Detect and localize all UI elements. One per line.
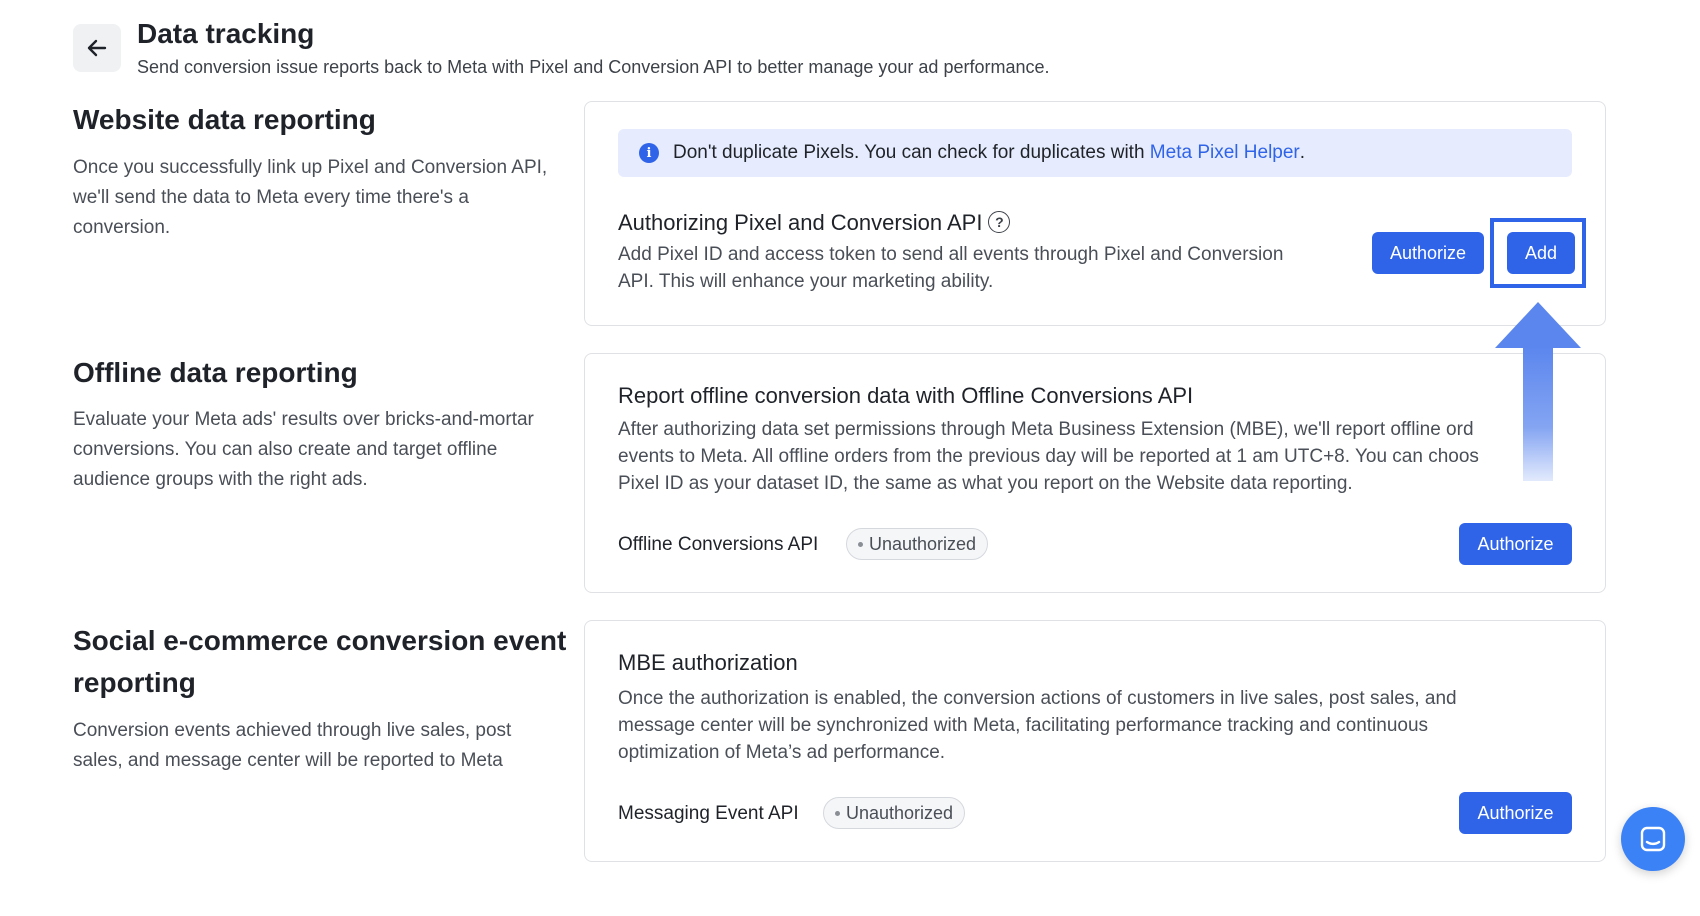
status-dot bbox=[858, 542, 863, 547]
back-button[interactable] bbox=[73, 24, 121, 72]
website-card bbox=[584, 101, 1606, 326]
title-line: Social e-commerce conversion event bbox=[73, 625, 567, 656]
duplicate-pixels-banner bbox=[618, 129, 1572, 177]
offline-card bbox=[584, 353, 1606, 593]
desc-line: message center will be synchronized with Meta, facilitating performance tracking and continuous bbox=[618, 715, 1429, 736]
desc-line: API. This will enhance your marketing ability. bbox=[618, 271, 994, 292]
page-subtitle: Send conversion issue reports back to Meta with Pixel and Conversion API to better manage your ad performance. bbox=[137, 57, 1050, 77]
authorizing-pixel-description bbox=[618, 241, 1283, 295]
offline-conversions-api-label: Offline Conversions API bbox=[618, 534, 819, 555]
arrow-left-icon bbox=[85, 36, 109, 60]
desc-line: After authorizing data set permissions through Meta Business Extension (MBE), we'll report offline ord bbox=[618, 419, 1474, 440]
desc-line: events to Meta. All offline orders from the previous day will be reported at 1 am UTC+8. You can choos bbox=[618, 446, 1479, 467]
authorizing-pixel-title-text: Authorizing Pixel and Conversion API bbox=[618, 210, 983, 235]
authorize-pixel-button[interactable]: Authorize bbox=[1372, 232, 1484, 274]
add-pixel-button[interactable]: Add bbox=[1507, 232, 1575, 274]
status-text: Unauthorized bbox=[869, 533, 977, 554]
status-badge bbox=[846, 528, 988, 560]
desc-line: Add Pixel ID and access token to send all events through Pixel and Conversion bbox=[618, 244, 1284, 265]
social-section-description: Conversion events achieved through live sales, post sales, and message center will be reported to Meta bbox=[73, 720, 512, 771]
chat-button[interactable] bbox=[1621, 807, 1685, 871]
page-title: Data tracking bbox=[137, 18, 315, 49]
add-button-highlight bbox=[1490, 218, 1586, 288]
authorize-offline-button[interactable]: Authorize bbox=[1459, 523, 1572, 565]
authorizing-pixel-title bbox=[618, 210, 1010, 236]
mbe-card-description bbox=[618, 685, 1457, 766]
messaging-event-api-label: Messaging Event API bbox=[618, 803, 799, 824]
arrow-up-icon bbox=[1495, 302, 1581, 348]
chat-icon bbox=[1637, 823, 1669, 855]
title-line: reporting bbox=[73, 667, 196, 698]
info-icon: i bbox=[639, 143, 659, 163]
offline-section-title: Offline data reporting bbox=[73, 357, 358, 388]
banner-end: . bbox=[1299, 142, 1306, 163]
status-text: Unauthorized bbox=[846, 802, 954, 823]
desc-line: Once the authorization is enabled, the conversion actions of customers in live sales, post sales, and bbox=[618, 688, 1457, 709]
website-section-title: Website data reporting bbox=[73, 104, 376, 135]
desc-line: optimization of Meta’s ad performance. bbox=[618, 742, 946, 763]
banner-text: Don't duplicate Pixels. You can check for duplicates with bbox=[673, 142, 1150, 163]
desc-line: Pixel ID as your dataset ID, the same as what you report on the Website data reporting. bbox=[618, 473, 1353, 494]
meta-pixel-helper-link[interactable]: Meta Pixel Helper bbox=[1149, 142, 1300, 163]
offline-section-description: Evaluate your Meta ads' results over bricks-and-mortar conversions. You can also create and target offline audience groups with the right ads. bbox=[73, 409, 534, 490]
status-badge bbox=[823, 797, 965, 829]
mbe-card bbox=[584, 620, 1606, 862]
offline-card-description bbox=[618, 416, 1573, 497]
authorize-mbe-button[interactable]: Authorize bbox=[1459, 792, 1572, 834]
social-section-title bbox=[73, 620, 573, 704]
question-circle-icon[interactable]: ? bbox=[988, 211, 1010, 233]
mbe-card-title: MBE authorization bbox=[618, 650, 798, 675]
offline-card-title: Report offline conversion data with Offline Conversions API bbox=[618, 383, 1194, 408]
status-dot bbox=[835, 811, 840, 816]
arrow-up-shaft bbox=[1523, 346, 1553, 481]
website-section-description: Once you successfully link up Pixel and Conversion API, we'll send the data to Meta every time there's a conversion. bbox=[73, 157, 548, 238]
